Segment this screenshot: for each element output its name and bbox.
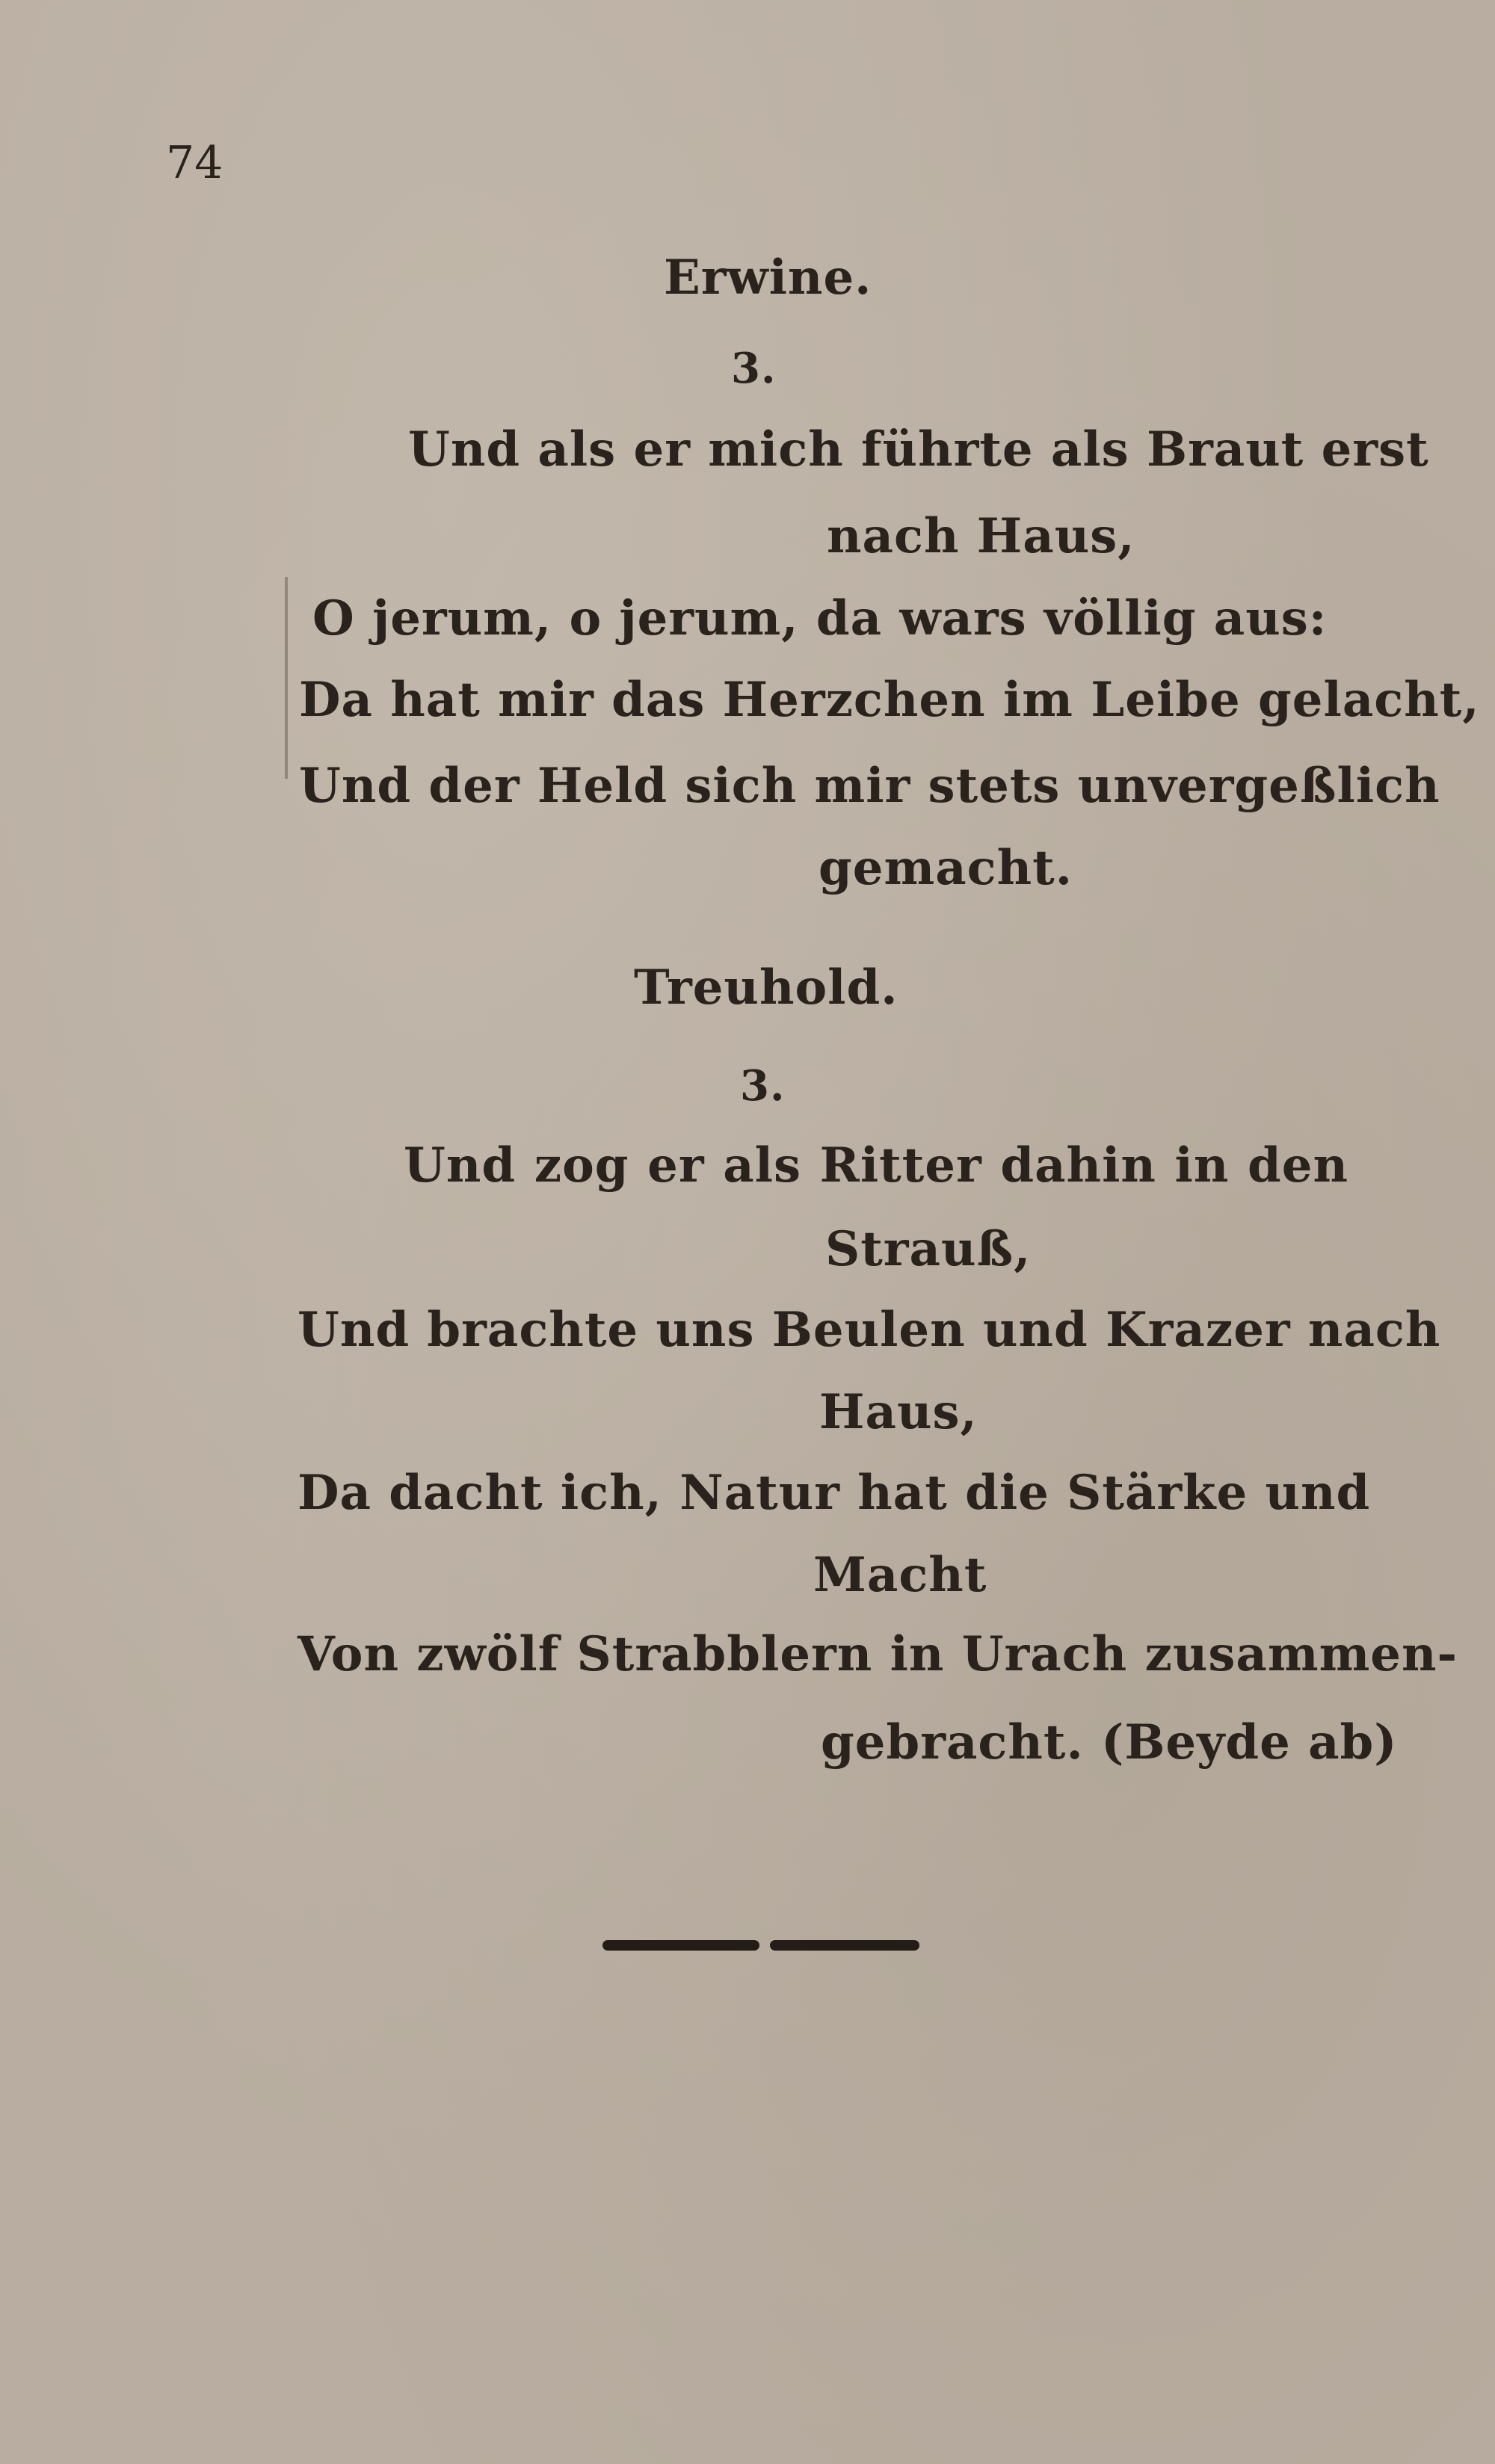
verse-line: Und zog er als Ritter dahin in den bbox=[404, 1137, 1348, 1194]
verse-line: Macht bbox=[813, 1547, 987, 1603]
verse-line: O jerum, o jerum, da wars völlig aus: bbox=[312, 590, 1328, 646]
verse-line: Und als er mich führte als Braut erst bbox=[408, 422, 1429, 478]
verse-number: 3. bbox=[731, 344, 777, 393]
verse-line: gebracht. (Beyde ab) bbox=[821, 1714, 1398, 1770]
verse-line: gemacht. bbox=[819, 840, 1073, 896]
closing-rule-left bbox=[602, 1940, 759, 1951]
page-number: 74 bbox=[166, 137, 224, 189]
verse-line: Von zwölf Strabblern in Urach zusammen- bbox=[298, 1626, 1458, 1682]
verse-line: Da dacht ich, Natur hat die Stärke und bbox=[298, 1465, 1371, 1521]
verse-number: 3. bbox=[740, 1061, 786, 1111]
verse-line: nach Haus, bbox=[827, 508, 1135, 564]
verse-line: Strauß, bbox=[825, 1221, 1032, 1277]
verse-line: Und brachte uns Beulen und Krazer nach bbox=[298, 1302, 1441, 1358]
verse-line: Haus, bbox=[819, 1384, 978, 1440]
verse-line: Da hat mir das Herzchen im Leibe gelacht, bbox=[299, 672, 1480, 728]
speaker-name: Treuhold. bbox=[634, 960, 898, 1016]
verse-line: Und der Held sich mir stets unvergeßlich bbox=[299, 758, 1440, 814]
speaker-name: Erwine. bbox=[664, 250, 872, 306]
closing-rule-right bbox=[770, 1940, 919, 1951]
margin-mark bbox=[285, 577, 288, 779]
